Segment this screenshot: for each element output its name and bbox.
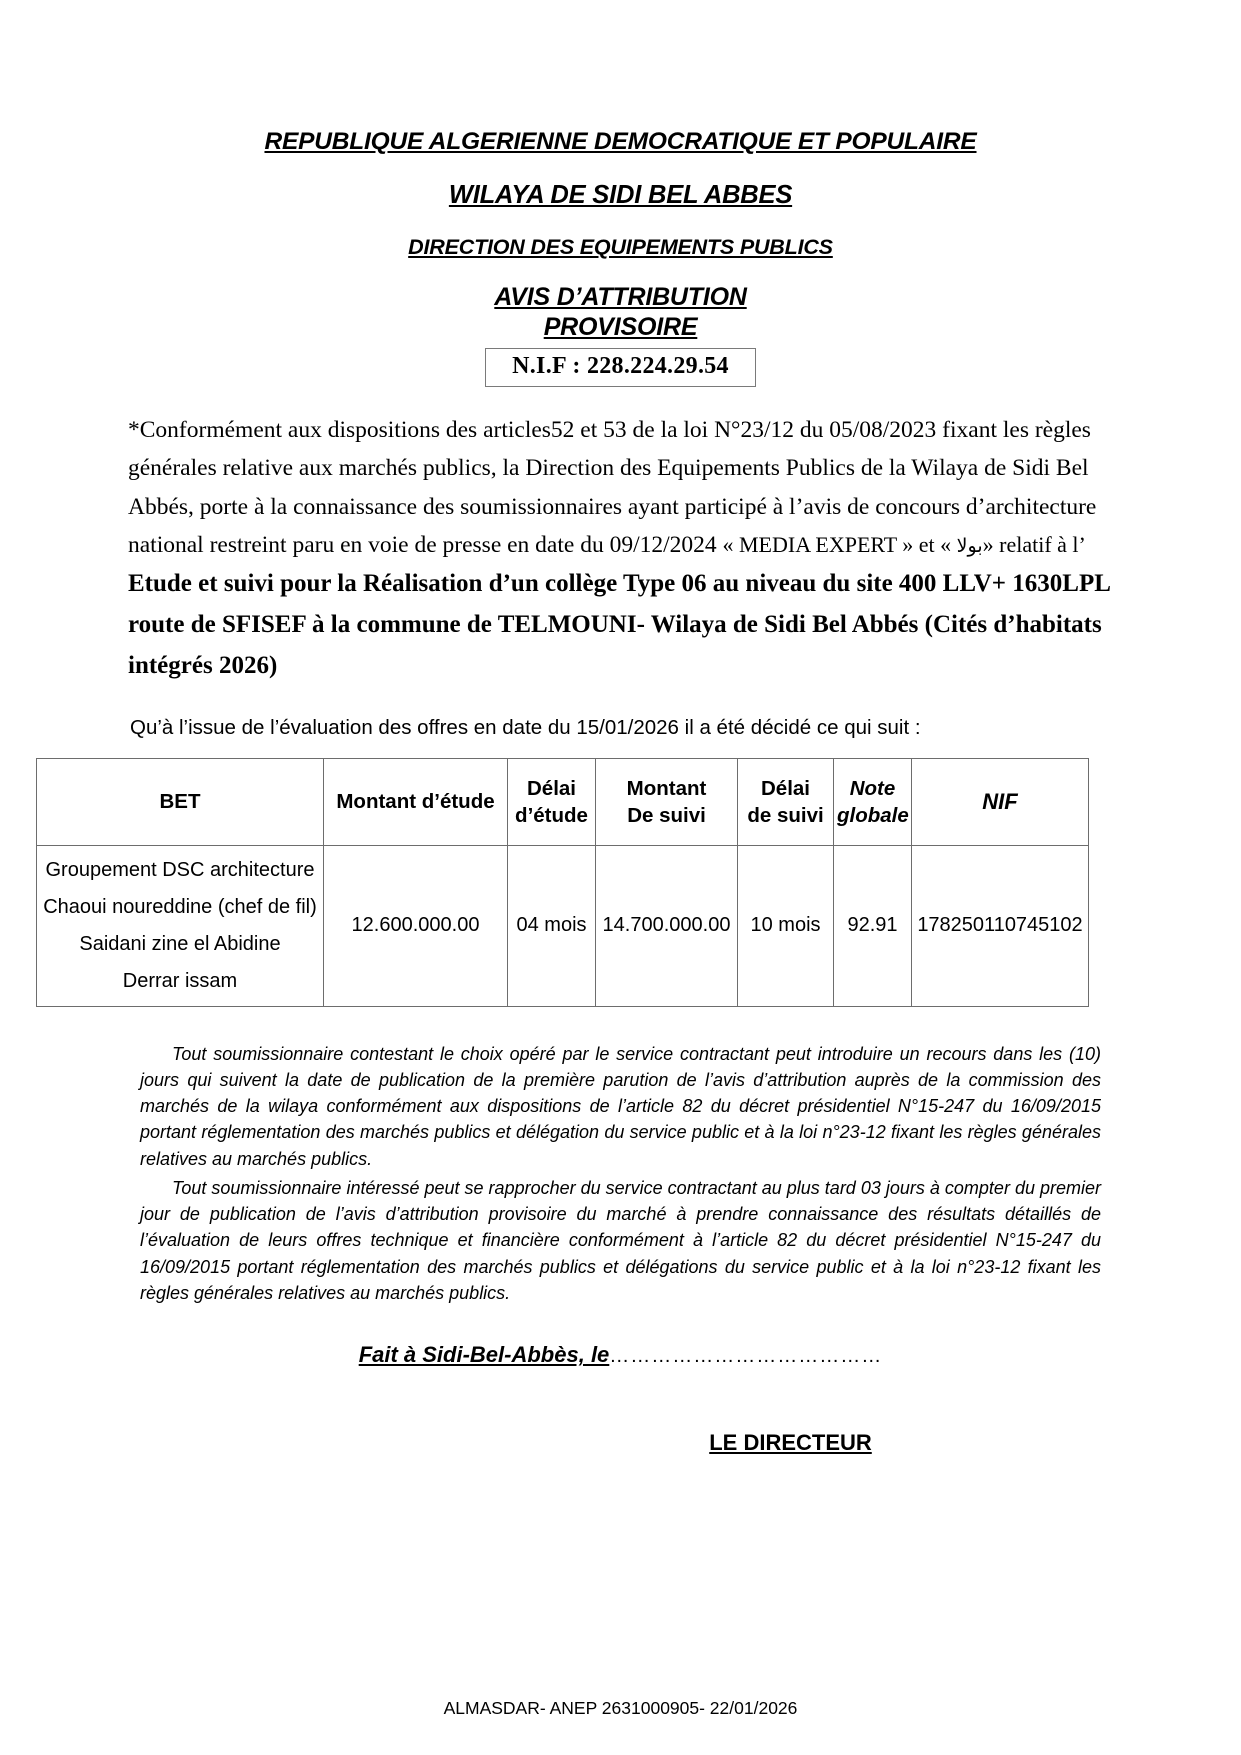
col-header-note-l2: globale: [837, 803, 909, 827]
legal-paragraph-2: Tout soumissionnaire intéressé peut se rapprocher du service contractant au plus tard 03 jours à compter du premier jour de publication de l’avis d’attribution provisoire du marché à prendre connaissance des résultats détaillés de l’évaluation de leurs offres technique et financière conformément à l’article 82 du décret présidentiel N°15-247 du 16/09/2015 portant réglementation des marchés publics et délégations du service public et à la loi n°23-12 fixant les règles générales relatives au marchés publics.: [140, 1177, 1101, 1303]
cell-montant-etude: 12.600.000.00: [324, 845, 508, 1006]
arabic-name: بولا: [956, 534, 983, 557]
col-header-delai-suivi: [738, 758, 834, 845]
cell-nif: 178250110745102: [912, 845, 1089, 1006]
director-label: LE DIRECTEUR: [709, 1430, 872, 1456]
col-header-montant-suivi-l1: Montant: [626, 776, 707, 800]
col-header-note-l1: Note: [849, 776, 896, 800]
bet-line-2: Chaoui noureddine (chef de fil): [43, 895, 317, 918]
header-direction-line: [0, 210, 1241, 260]
legal-paragraph-1: Tout soumissionnaire contestant le choix opéré par le service contractant peut introduire un recours dans les (10) jours qui suivent la date de publication de la première parution de l’avis d’attribution auprès de la commission des marchés de la wilaya conformément aux dispositions de l’article 82 du décret présidentiel N°15-247 du 16/09/2015 portant réglementation des marchés publics et délégation du service public et à la loi n°23-12 fixant les règles générales relatives au marchés publics.: [140, 1043, 1101, 1169]
header-republic-line: [0, 128, 1241, 156]
cell-delai-etude: 04 mois: [508, 845, 596, 1006]
nif-box: N.I.F : 228.224.29.54: [485, 348, 756, 387]
header-notice-line1: AVIS D’ATTRIBUTION: [494, 283, 747, 311]
media-expert-open: « MEDIA EXPERT » et «: [722, 531, 957, 557]
evaluation-paragraph: Qu’à l’issue de l’évaluation des offres en date du 15/01/2026 il a été décidé ce qui suit :: [130, 716, 921, 740]
project-title: Etude et suivi pour la Réalisation d’un collège Type 06 au niveau du site 400 LLV+ 1630LPL route de SFISEF à la commune de TELMOUNI- Wilaya de Sidi Bel Abbés (Cités d’habitats intégrés 2026): [128, 570, 1110, 679]
col-header-nif: NIF: [912, 758, 1089, 845]
legal-notes: [140, 1041, 1101, 1307]
col-header-note-globale: [834, 758, 912, 845]
main-paragraph: [128, 411, 1129, 686]
attribution-table: [36, 758, 1089, 1007]
col-header-delai-etude-l1: Délai: [527, 776, 576, 800]
col-header-montant-suivi-l2: De suivi: [627, 803, 706, 827]
col-header-bet: BET: [37, 758, 324, 845]
col-header-delai-suivi-l2: de suivi: [747, 803, 824, 827]
media-expert-close: » relatif à l’: [982, 531, 1085, 557]
col-header-delai-suivi-l1: Délai: [761, 776, 810, 800]
header-notice-title: [0, 283, 1241, 342]
col-header-montant-suivi: [596, 758, 738, 845]
header-notice-line2: PROVISOIRE: [543, 312, 698, 341]
bet-line-4: Derrar issam: [122, 969, 238, 992]
col-header-delai-etude-l2: d’étude: [515, 803, 588, 827]
signature-dots: …………………………………: [609, 1345, 883, 1368]
col-header-delai-etude: [508, 758, 596, 845]
cell-montant-suivi: 14.700.000.00: [596, 845, 738, 1006]
col-header-montant-etude: Montant d’étude: [324, 758, 508, 845]
bet-line-3: Saidani zine el Abidine: [79, 932, 281, 955]
header-wilaya-line: [0, 156, 1241, 210]
header-wilaya-text: WILAYA DE SIDI BEL ABBES: [448, 181, 793, 209]
table-row: [37, 845, 1089, 1006]
signature-line: [0, 1342, 1241, 1368]
nif-box-wrap: [0, 342, 1241, 387]
document-footer: ALMASDAR- ANEP 2631000905- 22/01/2026: [443, 1698, 798, 1718]
body-section: [128, 411, 1129, 686]
header-direction-text: DIRECTION DES EQUIPEMENTS PUBLICS: [408, 235, 833, 259]
header-republic-text: REPUBLIQUE ALGERIENNE DEMOCRATIQUE ET POPULAIRE: [264, 128, 977, 155]
cell-bet: [37, 845, 324, 1006]
paragraph-intro: *Conformément aux dispositions des articles52 et 53 de la loi N°23/12 du 05/08/2023 fixant les règles générales relative aux marchés publics, la Direction des Equipements Publics de la Wilaya de Sidi Bel Abbés, porte à la connaissance des soumissionnaires ayant participé à l’avis de concours d’architecture national restreint paru en voie de presse en date du 09/12/2024: [128, 417, 1097, 558]
document-header: [0, 128, 1241, 387]
signature-place-label: Fait à Sidi-Bel-Abbès, le: [358, 1342, 610, 1368]
bet-line-1: Groupement DSC architecture: [45, 858, 315, 881]
cell-note-globale: 92.91: [834, 845, 912, 1006]
cell-delai-suivi: 10 mois: [738, 845, 834, 1006]
table-header-row: [37, 758, 1089, 845]
